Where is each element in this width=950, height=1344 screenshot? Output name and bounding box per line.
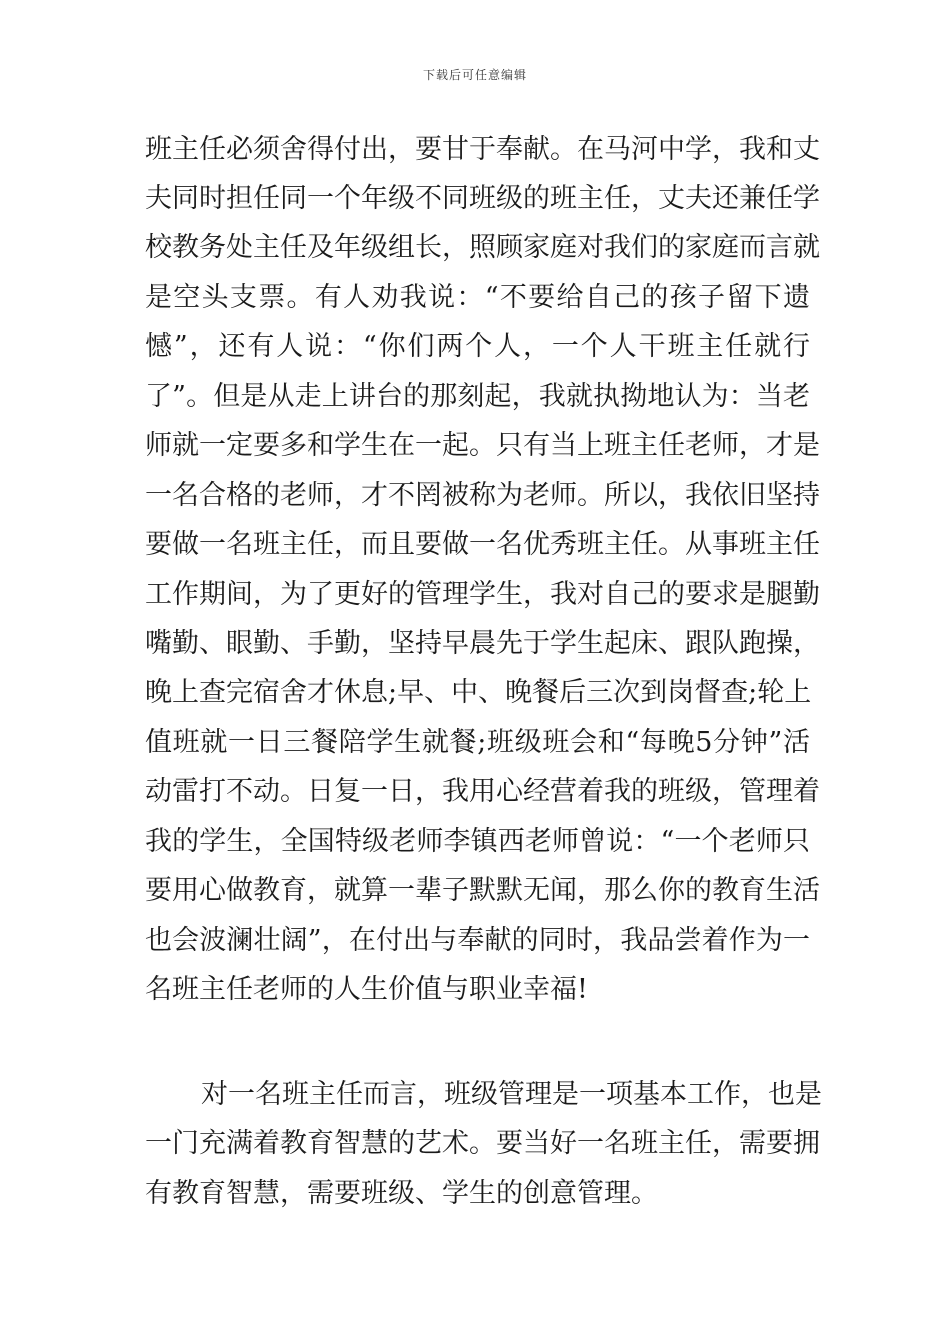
page-header: 下载后可任意编辑 (422, 68, 527, 82)
text-line: 晚上查完宿舍才休息;早、中、晚餐后三次到岗督查;轮上 (145, 677, 812, 708)
text-line: 值班就一日三餐陪学生就餐;班级班会和“每晚5分钟”活 (145, 727, 810, 758)
text-line: 我的学生，全国特级老师李镇西老师曾说：“一个老师只 (145, 826, 810, 857)
text-line: 动雷打不动。日复一日，我用心经营着我的班级，管理着 (145, 776, 820, 807)
text-line: 校教务处主任及年级组长，照顾家庭对我们的家庭而言就 (145, 232, 820, 263)
text-line: 工作期间，为了更好的管理学生，我对自己的要求是腿勤 (145, 579, 820, 610)
text-line: 了”。但是从走上讲台的那刻起，我就执拗地认为：当老 (145, 381, 810, 412)
text-line: 要做一名班主任，而且要做一名优秀班主任。从事班主任 (145, 529, 820, 560)
text-line: 嘴勤、眼勤、手勤，坚持早晨先于学生起床、跟队跑操， (145, 628, 820, 659)
text-line: 要用心做教育，就算一辈子默默无闻，那么你的教育生活 (145, 875, 820, 906)
text-line: 夫同时担任同一个年级不同班级的班主任，丈夫还兼任学 (145, 183, 820, 214)
text-line: 名班主任老师的人生价值与职业幸福! (145, 974, 588, 1005)
text-line: 有教育智慧，需要班级、学生的创意管理。 (145, 1178, 658, 1209)
text-line: 一门充满着教育智慧的艺术。要当好一名班主任，需要拥 (145, 1128, 820, 1159)
text-line: 班主任必须舍得付出，要甘于奉献。在马河中学，我和丈 (145, 134, 820, 165)
text-line: 一名合格的老师，才不罔被称为老师。所以，我依旧坚持 (145, 480, 820, 511)
text-line: 师就一定要多和学生在一起。只有当上班主任老师，才是 (145, 430, 820, 461)
text-line: 也会波澜壮阔”，在付出与奉献的同时，我品尝着作为一 (145, 925, 810, 956)
text-line: 是空头支票。有人劝我说：“不要给自己的孩子留下遗 (145, 282, 810, 313)
text-line: 憾”，还有人说：“你们两个人，一个人干班主任就行 (145, 331, 810, 362)
text-line: 对一名班主任而言，班级管理是一项基本工作，也是 (201, 1079, 822, 1110)
